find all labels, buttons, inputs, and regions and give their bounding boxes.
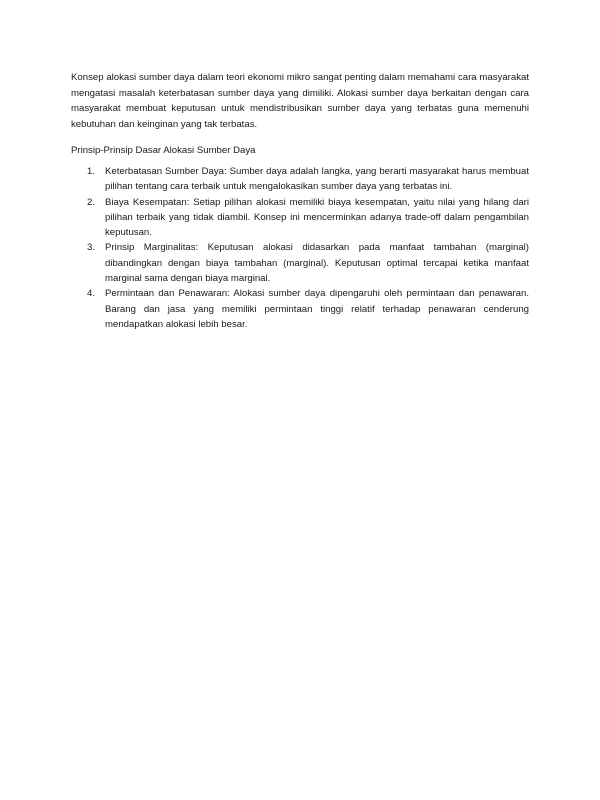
principles-list <box>71 164 529 332</box>
intro-paragraph: Konsep alokasi sumber daya dalam teori ekonomi mikro sangat penting dalam memahami cara masyarakat mengatasi masalah keterbatasan sumber daya yang dimiliki. Alokasi sumber daya berkaitan dengan cara masyarakat membuat keputusan untuk mendistribusikan sumber daya yang terbatas guna memenuhi kebutuhan dan keinginan yang tak terbatas. <box>71 72 529 130</box>
list-item-number: 4. <box>87 288 96 300</box>
list-item <box>71 240 529 286</box>
list-item <box>71 286 529 332</box>
list-item-number: 1. <box>87 166 96 177</box>
list-item-number: 2. <box>87 196 96 208</box>
list-item-text: Prinsip Marginalitas: Keputusan alokasi didasarkan pada manfaat tambahan (marginal) dibandingkan dengan biaya tambahan (marginal). Keputusan optimal tercapai ketika manfaat marginal sama dengan biaya marginal. <box>105 242 529 285</box>
list-item-number: 3. <box>87 242 96 254</box>
list-item-text: Biaya Kesempatan: Setiap pilihan alokasi memiliki biaya kesempatan, yaitu nilai yang hilang dari pilihan terbaik yang tidak diambil. Konsep ini mencerminkan adanya trade-off dalam pengambilan keputusan. <box>105 196 529 239</box>
section-title: Prinsip-Prinsip Dasar Alokasi Sumber Daya <box>71 145 256 156</box>
list-item-text: Keterbatasan Sumber Daya: Sumber daya adalah langka, yang berarti masyarakat harus membuat pilihan tentang cara terbaik untuk mengalokasikan sumber daya yang terbatas ini. <box>105 166 529 193</box>
list-item <box>71 195 529 241</box>
list-item-text: Permintaan dan Penawaran: Alokasi sumber daya dipengaruhi oleh permintaan dan penawaran. Barang dan jasa yang memiliki permintaan tinggi relatif terhadap penawaran cenderung mendapatkan alokasi lebih besar. <box>105 288 529 330</box>
list-item <box>71 164 529 195</box>
